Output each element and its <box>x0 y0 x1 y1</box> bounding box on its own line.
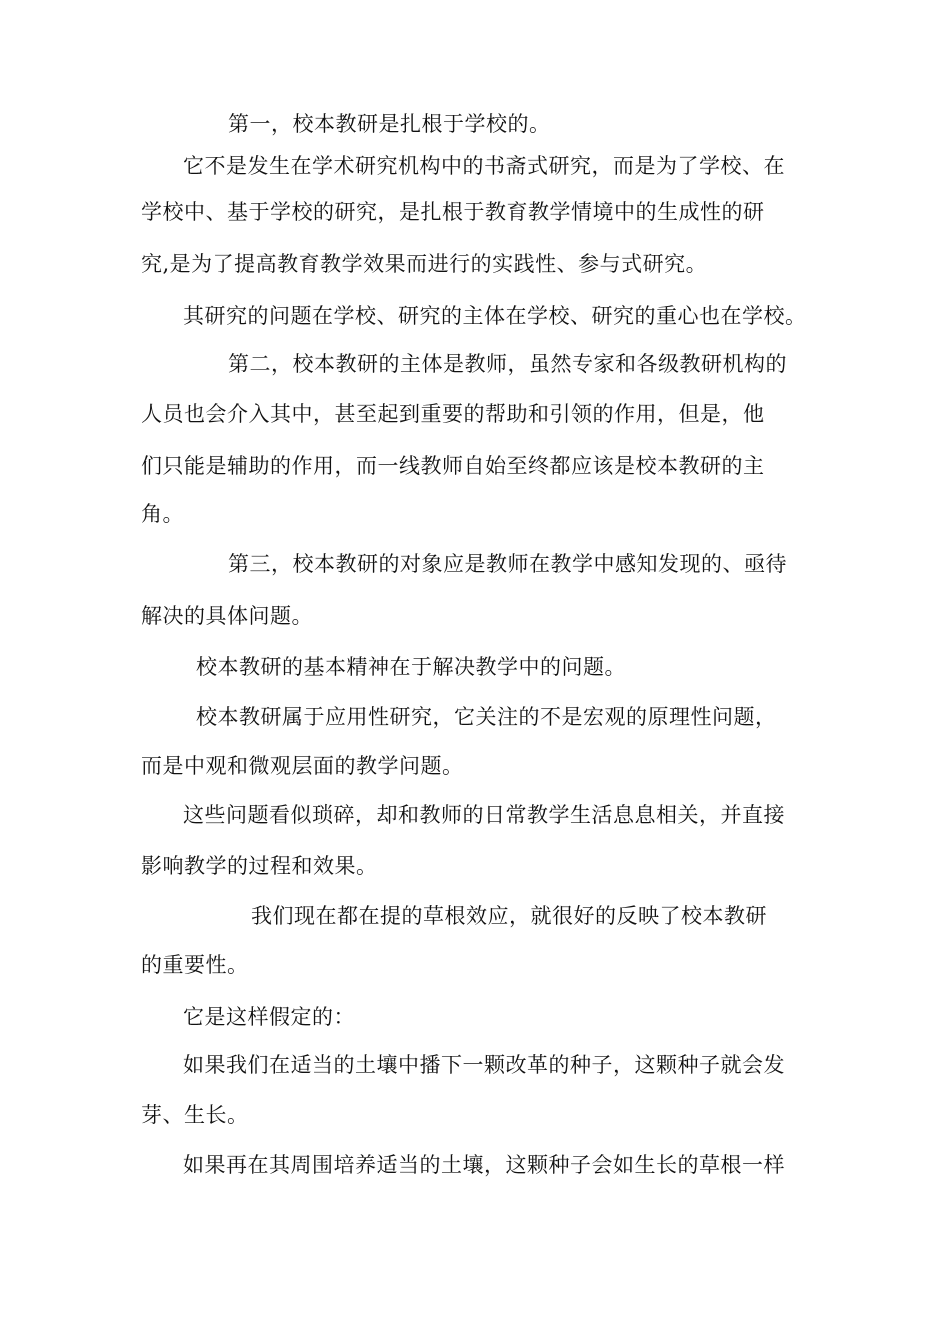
text-line: 的重要性。 <box>141 953 249 977</box>
text-line: 如果我们在适当的土壤中播下一颗改革的种子，这颗种子就会发 <box>183 1053 785 1077</box>
text-line: 究,是为了提高教育教学效果而进行的实践性、参与式研究。 <box>141 252 708 276</box>
text-line: 们只能是辅助的作用，而一线教师自始至终都应该是校本教研的主 <box>141 454 765 478</box>
text-line: 如果再在其周围培养适当的土壤，这颗种子会如生长的草根一样 <box>183 1153 785 1177</box>
text-line: 它是这样假定的： <box>183 1005 355 1029</box>
text-line: 第三，校本教研的对象应是教师在教学中感知发现的、亟待 <box>228 552 787 576</box>
text-line: 我们现在都在提的草根效应，就很好的反映了校本教研 <box>251 904 767 928</box>
text-line: 学校中、基于学校的研究，是扎根于教育教学情境中的生成性的研 <box>141 200 765 224</box>
text-line: 而是中观和微观层面的教学问题。 <box>141 754 464 778</box>
text-line: 校本教研属于应用性研究，它关注的不是宏观的原理性问题， <box>196 705 777 729</box>
text-line: 这些问题看似琐碎，却和教师的日常教学生活息息相关，并直接 <box>183 803 785 827</box>
text-line: 第一，校本教研是扎根于学校的。 <box>228 112 551 136</box>
text-line: 人员也会介入其中，甚至起到重要的帮助和引领的作用，但是，他 <box>141 402 765 426</box>
text-line: 第二，校本教研的主体是教师，虽然专家和各级教研机构的 <box>228 352 787 376</box>
text-line: 芽、生长。 <box>141 1103 249 1127</box>
text-line: 影响教学的过程和效果。 <box>141 854 378 878</box>
text-line: 角。 <box>141 502 184 526</box>
text-line: 解决的具体问题。 <box>141 604 313 628</box>
text-line: 校本教研的基本精神在于解决教学中的问题。 <box>196 655 626 679</box>
text-line: 其研究的问题在学校、研究的主体在学校、研究的重心也在学校。 <box>183 304 807 328</box>
text-line: 它不是发生在学术研究机构中的书斋式研究，而是为了学校、在 <box>183 154 785 178</box>
